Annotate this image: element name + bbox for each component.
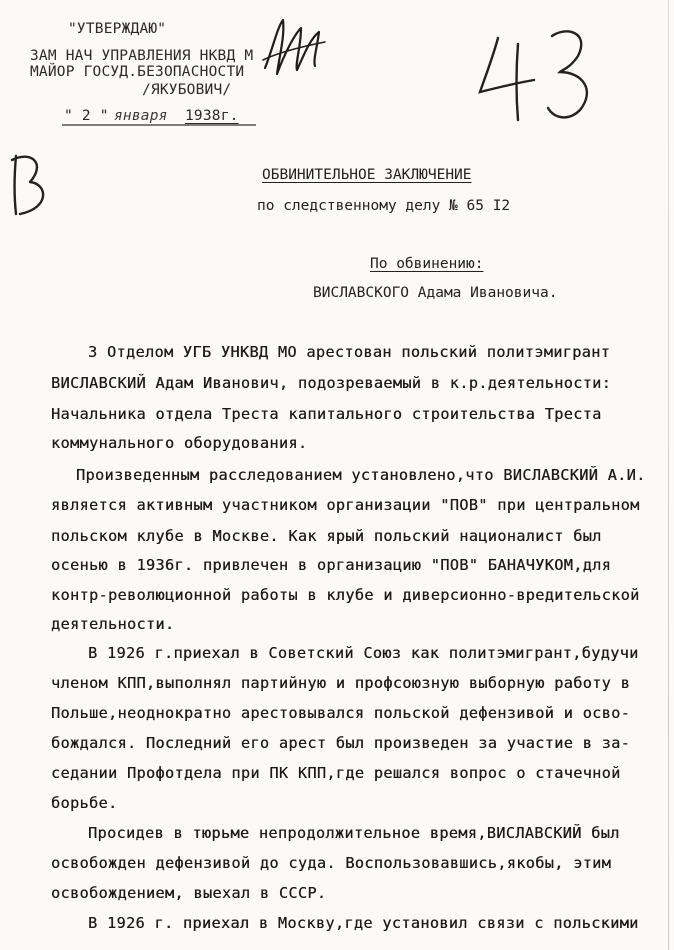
page-edge-line: [668, 0, 669, 950]
accused-name: ВИСЛАВСКОГО Адама Ивановича.: [313, 285, 558, 301]
document-title: ОБВИНИТЕЛЬНОЕ ЗАКЛЮЧЕНИЕ: [262, 167, 472, 183]
approval-stamp: "УТВЕРЖДАЮ": [68, 21, 167, 37]
body-line: деятельности.: [51, 615, 175, 633]
date-underline: [60, 122, 260, 128]
body-line: 3 Отделом УГБ УНКВД МО арестован польский политэмигрант: [88, 343, 611, 361]
body-line: борьбе.: [51, 794, 118, 812]
body-line: членом КПП,выполнял партийную и профсоюзную выборную работу в: [51, 674, 631, 692]
approval-date-day: " 2 ": [64, 108, 109, 124]
case-number: по следственному делу № 65 I2: [257, 198, 511, 214]
handwritten-margin-letter: [2, 150, 52, 220]
approval-position-line2: МАЙОР ГОСУД.БЕЗОПАСНОСТИ: [30, 64, 245, 80]
charge-label: По обвинению:: [370, 256, 484, 272]
approval-date-year: 1938г.: [185, 108, 239, 124]
body-line: освобожден дефензивой до суда. Воспользовавшись,якобы, этим: [51, 854, 612, 872]
approval-name: /ЯКУБОВИЧ/: [142, 82, 232, 98]
body-line: освобождением, выехал в СССР.: [51, 884, 327, 902]
body-line: ВИСЛАВСКИЙ Адам Иванович, подозреваемый в к.р.деятельности:: [51, 374, 612, 392]
body-line: В 1926 г. приехал в Москву,где установил связи с польскими: [88, 914, 639, 932]
body-line: коммунального оборудования.: [51, 434, 308, 452]
body-line: седании Профотдела при ПК КПП,где решался вопрос о стачечной: [51, 764, 621, 782]
approval-position-line1: ЗАМ НАЧ УПРАВЛЕНИЯ НКВД М: [30, 48, 254, 64]
body-line: бождался. Последний его арест был произведен за участие в за-: [51, 734, 631, 752]
handwritten-page-number: [470, 20, 600, 130]
body-line: Произведенным расследованием установлено,что ВИСЛАВСКИЙ А.И.: [76, 466, 646, 484]
body-line: В 1926 г.приехал в Советский Союз как политэмигрант,будучи: [88, 644, 639, 662]
body-line: польском клубе в Москве. Как ярый польский националист был: [51, 527, 602, 545]
signature-image: [255, 8, 330, 88]
body-line: осенью в 1936г. привлечен в организацию "ПОВ" БАНАЧУКОМ,для: [51, 556, 612, 574]
body-line: Польше,неоднократно арестовывался польской дефензивой и осво-: [51, 704, 631, 722]
approval-date-month: января: [114, 108, 168, 124]
body-line: контр-революционной работы в клубе и диверсионно-вредительской: [51, 586, 640, 604]
body-line: является активным участником организации "ПОВ" при центральном: [51, 496, 640, 514]
body-line: Просидев в тюрьме непродолжительное время,ВИСЛАВСКИЙ был: [88, 824, 620, 842]
body-line: Начальника отдела Треста капитального строительства Треста: [51, 405, 602, 423]
